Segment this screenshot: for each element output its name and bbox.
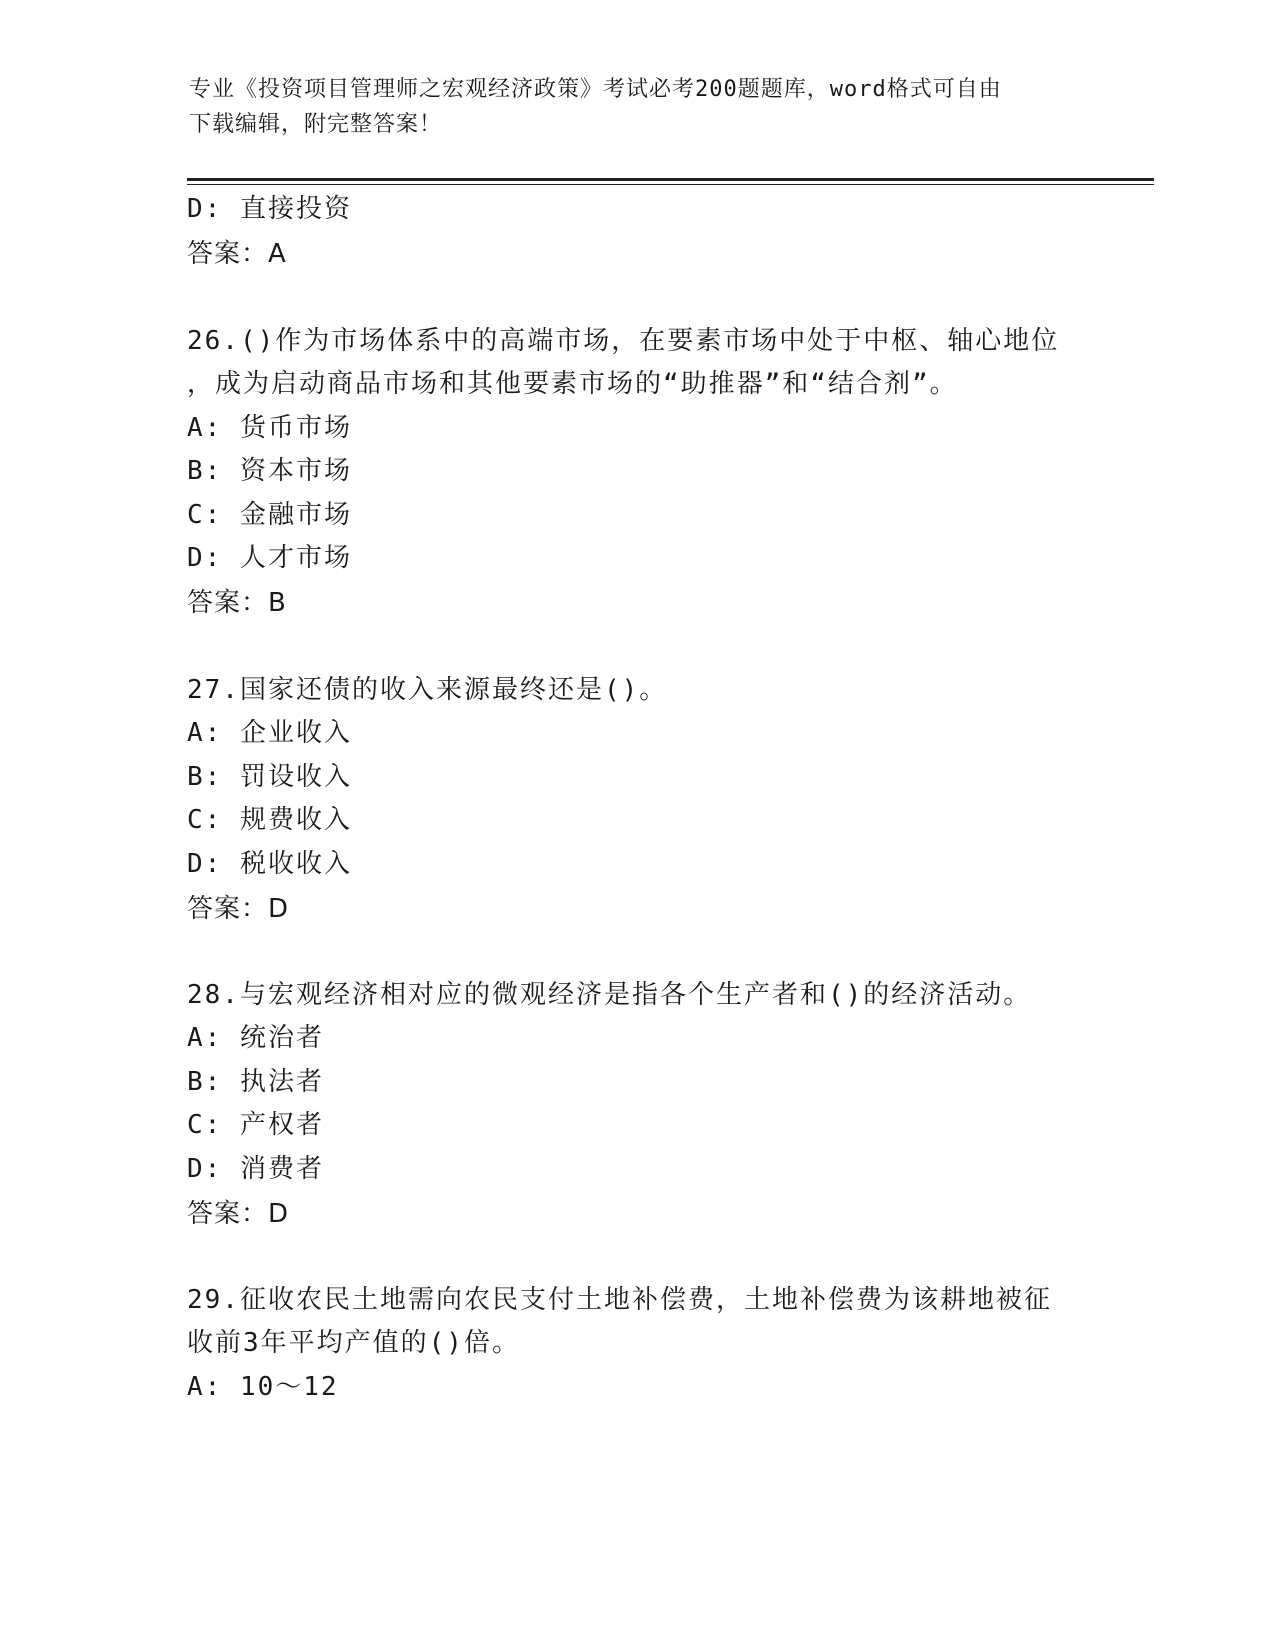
option-d: D: 税收收入	[187, 849, 352, 879]
option-b: B: 执法者	[187, 1067, 324, 1097]
answer-line: 答案：D	[187, 1199, 290, 1229]
option-a: A: 货币市场	[187, 413, 352, 443]
option-c: C: 规费收入	[187, 805, 352, 835]
option-c: C: 金融市场	[187, 500, 352, 530]
question-stem: 26.()作为市场体系中的高端市场，在要素市场中处于中枢、轴心地位	[187, 326, 1060, 356]
question-stem: 29.征收农民土地需向农民支付土地补偿费，土地补偿费为该耕地被征	[187, 1285, 1052, 1315]
option-b: B: 罚设收入	[187, 762, 352, 792]
header-divider	[187, 178, 1154, 181]
option-d: D: 人才市场	[187, 543, 352, 573]
option-a: A: 统治者	[187, 1023, 324, 1053]
question-stem: 27.国家还债的收入来源最终还是()。	[187, 675, 668, 705]
option-b: B: 资本市场	[187, 456, 352, 486]
answer-line: 答案：A	[187, 239, 287, 269]
document-header	[189, 72, 1089, 142]
option-c: C: 产权者	[187, 1110, 324, 1140]
header-divider-thin	[187, 184, 1154, 185]
header-line-1: 专业《投资项目管理师之宏观经济政策》考试必考200题题库，word格式可自由	[189, 77, 1002, 102]
option-d: D: 直接投资	[187, 194, 352, 224]
answer-line: 答案：B	[187, 588, 287, 618]
answer-line: 答案：D	[187, 894, 290, 924]
question-stem: 28.与宏观经济相对应的微观经济是指各个生产者和()的经济活动。	[187, 980, 1032, 1010]
header-line-2: 下载编辑，附完整答案！	[189, 112, 443, 137]
option-a: A: 10～12	[187, 1372, 339, 1402]
question-stem-cont: ，成为启动商品市场和其他要素市场的“助推器”和“结合剂”。	[187, 369, 958, 399]
option-a: A: 企业收入	[187, 718, 352, 748]
question-stem-cont: 收前3年平均产值的()倍。	[187, 1328, 520, 1358]
option-d: D: 消费者	[187, 1154, 324, 1184]
